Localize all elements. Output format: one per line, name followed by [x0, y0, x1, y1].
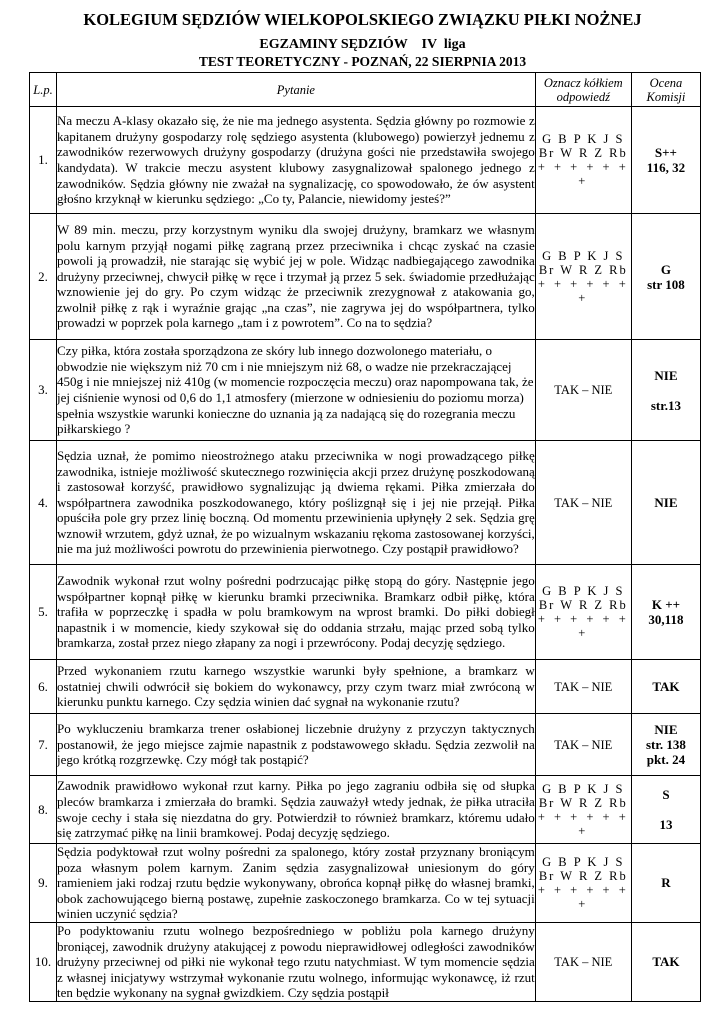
row-number: 7. [30, 714, 57, 776]
answer-options[interactable] [535, 776, 631, 844]
answer-options[interactable] [535, 441, 631, 565]
answer-letters-2: Br W R Z Rb [538, 262, 628, 277]
score-line-1: NIE [654, 722, 678, 737]
table-row [30, 107, 701, 214]
score-line-1: R [661, 875, 671, 891]
committee-score [631, 107, 700, 214]
answer-options[interactable] [535, 922, 631, 1001]
answer-letters-2: Br W R Z Rb [538, 795, 628, 810]
answer-yes-no: TAK – NIE [554, 679, 613, 694]
answer-yes-no: TAK – NIE [554, 495, 613, 510]
header-title: KOLEGIUM SĘDZIÓW WIELKOPOLSKIEGO ZWIĄZKU PIŁKI NOŻNEJ [83, 10, 642, 29]
answer-options[interactable] [535, 844, 631, 923]
question-text: Zawodnik wykonał rzut wolny pośredni podrzucając piłkę stopą do góry. Następnie jego współpartner kopnął piłkę w kierunku bramki przeciwnika. Bramkarz odbił piłkę, która trafiła w poprzeczkę i spadła w polu bramkowym na wprost bramki. Do piłki dobiegł napastnik i w momencie, kiedy szykował się do oddania strzału, mając przed sobą tylko bramkarza, został przez niego złapany za nogi i przewrócony. Podaj decyzję sędziego. [57, 565, 536, 660]
answer-yes-no: TAK – NIE [554, 383, 613, 397]
answer-letters-1: G B P K J S [542, 854, 625, 869]
row-number: 5. [30, 565, 57, 660]
question-text: W 89 min. meczu, przy korzystnym wyniku dla swojej drużyny, bramkarz we własnym polu karnym przyjął nogami piłkę zagraną przez przeciwnika i chcąc zyskać na czasie powoli ją prowadził, nie starając się wybić jej w pole. Widząc nadbiegającego zawodnika drużyny przeciwnej, chwycił piłkę w ręce i trzymał ją przez 5 sek. świadomie przedłużając wznowienie jej do gry. Po czym widząc że przeciwnik zrezygnował z atakowania go, zwolnił piłkę z rąk i wyraźnie grając „na czas”, nie zagrywa jej do współpartnera, tylko prowadzi w poprzek pola karnego „tam i z powrotem”. Co na to sędzia? [57, 214, 536, 340]
row-number: 6. [30, 660, 57, 714]
table-row [30, 714, 701, 776]
committee-score [631, 565, 700, 660]
table-row [30, 441, 701, 565]
col-header-answer-line2: odpowiedź [556, 89, 611, 104]
committee-score [631, 660, 700, 714]
table-row [30, 565, 701, 660]
col-header-answer [535, 73, 631, 107]
score-line-2: 13 [659, 817, 673, 832]
answer-pluses: + + + + + + + [537, 882, 629, 911]
answer-options[interactable] [535, 714, 631, 776]
col-header-score-line2: Komisji [646, 89, 686, 104]
answer-letters-1: G B P K J S [542, 248, 625, 263]
question-text: Przed wykonaniem rzutu karnego wszystkie warunki były spełnione, a bramkarz w ostatniej chwili odwrócił się bokiem do wykonawcy, przy czym twarz miał zwróconą w kierunku punktu karnego. Czy sędzia winien dać sygnał na wykonanie rzutu? [57, 660, 536, 714]
table-row [30, 214, 701, 340]
answer-letters-1: G B P K J S [542, 132, 625, 146]
question-text: Po wykluczeniu bramkarza trener osłabionej liczebnie drużyny z przyczyn taktycznych postanowił, że jego miejsce zajmie napastnik z podstawowego składu. Sędzia zezwolił na jego krótką rozgrzewkę. Czy mógł tak postąpić? [57, 714, 536, 776]
header-test-info: TEST TEORETYCZNY - POZNAŃ, 22 SIERPNIA 2013 [198, 54, 527, 69]
table-row [30, 340, 701, 441]
row-number: 4. [30, 441, 57, 565]
answer-pluses: + + + + + + + [537, 276, 629, 305]
row-number: 2. [30, 214, 57, 340]
score-line-2: str 108 [647, 276, 685, 292]
col-header-score-line1: Ocena [649, 75, 683, 90]
score-line-2: 30,118 [648, 612, 684, 627]
answer-letters-2: Br W R Z Rb [538, 598, 628, 612]
answer-letters-2: Br W R Z Rb [538, 868, 628, 883]
question-text: Zawodnik prawidłowo wykonał rzut karny. Piłka po jego zagraniu odbiła się od słupka pleców bramkarza i zmierzała do bramki. Sędzia zauważył wtedy jednak, że piłka utraciła swoje cechy i stała się niezdatna do gry. Potwierdził to również bramkarz, któremu udało się zatrzymać piłkę na linii bramkowej. Podaj decyzję sędziego. [57, 776, 536, 844]
score-line-1: S [662, 787, 670, 802]
committee-score [631, 340, 700, 441]
committee-score [631, 922, 700, 1001]
answer-options[interactable] [535, 565, 631, 660]
table-row [30, 660, 701, 714]
answer-yes-no: TAK – NIE [554, 954, 613, 969]
exam-table [29, 72, 701, 1002]
score-line-1: TAK [652, 954, 680, 970]
table-header-row [30, 73, 701, 107]
score-line-1: K ++ [651, 597, 681, 612]
row-number: 9. [30, 844, 57, 923]
answer-options[interactable] [535, 660, 631, 714]
answer-pluses: + + + + + + + [537, 809, 629, 838]
score-line-2: str.13 [650, 397, 682, 413]
header-subtitle: EGZAMINY SĘDZIÓW IV liga [259, 37, 466, 52]
question-text: Sędzia podyktował rzut wolny pośredni za spalonego, który został przyznany broniącym poza własnym polem karnym. Zanim sędzia zasygnalizował uniesionym do góry ramieniem jaki rodzaj rzutu będzie wykonywany, obrońca kopnął piłkę do własnej bramki, obok zachowującego bierną postawę, zupełnie zaskoczonego bramkarza. Co w tej sytuacji winien uczynić sędzia? [57, 844, 535, 922]
table-row [30, 922, 701, 1001]
score-line-1: NIE [654, 367, 678, 383]
question-text: Po podyktowaniu rzutu wolnego bezpośredniego w pobliżu pola karnego drużyny broniącej, zawodnik drużyny atakującej z powodu nieprawidłowej odległości zawodników drużyny przeciwnej od piłki nie wykonał tego rzutu natychmiast. W tym momencie sędzia z własnej inicjatywy wstrzymał wykonanie rzutu wolnego, informując wykonawcę, iż rzut ten będzie wykonany na sygnał gwizdkiem. Czy sędzia postąpił [57, 922, 535, 1001]
col-header-answer-line1: Oznacz kółkiem [543, 75, 623, 90]
row-number: 10. [30, 922, 57, 1001]
score-line-1: TAK [652, 679, 680, 694]
score-line-2: str. 138 [645, 737, 686, 752]
row-number: 3. [30, 340, 57, 441]
committee-score [631, 714, 700, 776]
score-line-1: NIE [654, 495, 678, 510]
question-text: Sędzia uznał, że pomimo nieostrożnego ataku przeciwnika w nogi prowadzącego piłkę zawodnika, istnieje możliwość skutecznego rozwinięcia akcji przez drużynę poszkodowaną i zastosował korzyść, prawidłowo sygnalizując ją dwiema rękami. Piłka zmierzała do współpartnera zawodnika poszkodowanego, który poślizgnął się i jej nie przejął. Piłka opuściła pole gry przez linię boczną. Od momentu przewinienia upłynęły 2 sek. Sędzia grę wznowił wrzutem, gdyż uznał, że po wizualnym wskazaniu rękoma zastosowanej korzyści, nie ma już możliwości powrotu do przewinienia pierwotnego. Czy postąpił prawidłowo? [57, 441, 536, 565]
question-text: Na meczu A-klasy okazało się, że nie ma jednego asystenta. Sędzia główny po rozmowie z kapitanem drużyny gospodarzy rolę sędziego asystenta (klubowego) powierzył jednemu z zawodników rezerwowych drużyny gospodarzy (drużyna gości nie przedstawiła swojego kandydata). W trakcie meczu asystent klubowy zasygnalizował spalonego jednego z zawodników. Sędzia główny nie zważał na sygnalizację, co spowodowało, że ów asystent głośno krzyknął w kierunku sędziego: „Co ty, Palancie, niewidomy jesteś?” [57, 107, 536, 214]
committee-score [631, 214, 700, 340]
committee-score [631, 441, 700, 565]
question-text: Czy piłka, która została sporządzona ze skóry lub innego dozwolonego materiału, o obwodzie nie większym niż 70 cm i nie mniejszym niż 68, o wadze nie przekraczającej 450g i nie mniejszej niż 410g (w momencie rozpoczęcia meczu) oraz napompowana tak, że jej ciśnienie wynosi od 0,6 do 1,1 atmosfery (mierzone w odniesieniu do poziomu morza) spełnia wszystkie warunki konieczne do uznania ją za nadającą się do rozegrania meczu piłkarskiego ? [57, 340, 536, 441]
score-line-1: G [660, 261, 671, 277]
answer-pluses: + + + + + + + [537, 612, 629, 640]
score-line-2: 116, 32 [646, 160, 686, 175]
committee-score [631, 844, 700, 923]
answer-yes-no: TAK – NIE [554, 737, 613, 752]
col-header-lp: L.p. [30, 73, 57, 107]
answer-letters-2: Br W R Z Rb [538, 146, 628, 160]
col-header-question: Pytanie [57, 73, 536, 107]
answer-options[interactable] [535, 214, 631, 340]
answer-letters-1: G B P K J S [542, 781, 625, 796]
answer-options[interactable] [535, 107, 631, 214]
score-line-1: S++ [654, 145, 677, 160]
answer-options[interactable] [535, 340, 631, 441]
row-number: 1. [30, 107, 57, 214]
table-row [30, 844, 701, 923]
answer-letters-1: G B P K J S [542, 584, 625, 598]
col-header-score [631, 73, 700, 107]
row-number: 8. [30, 776, 57, 844]
table-row [30, 776, 701, 844]
score-line-3: pkt. 24 [646, 752, 686, 767]
answer-pluses: + + + + + + + [537, 160, 629, 188]
committee-score [631, 776, 700, 844]
